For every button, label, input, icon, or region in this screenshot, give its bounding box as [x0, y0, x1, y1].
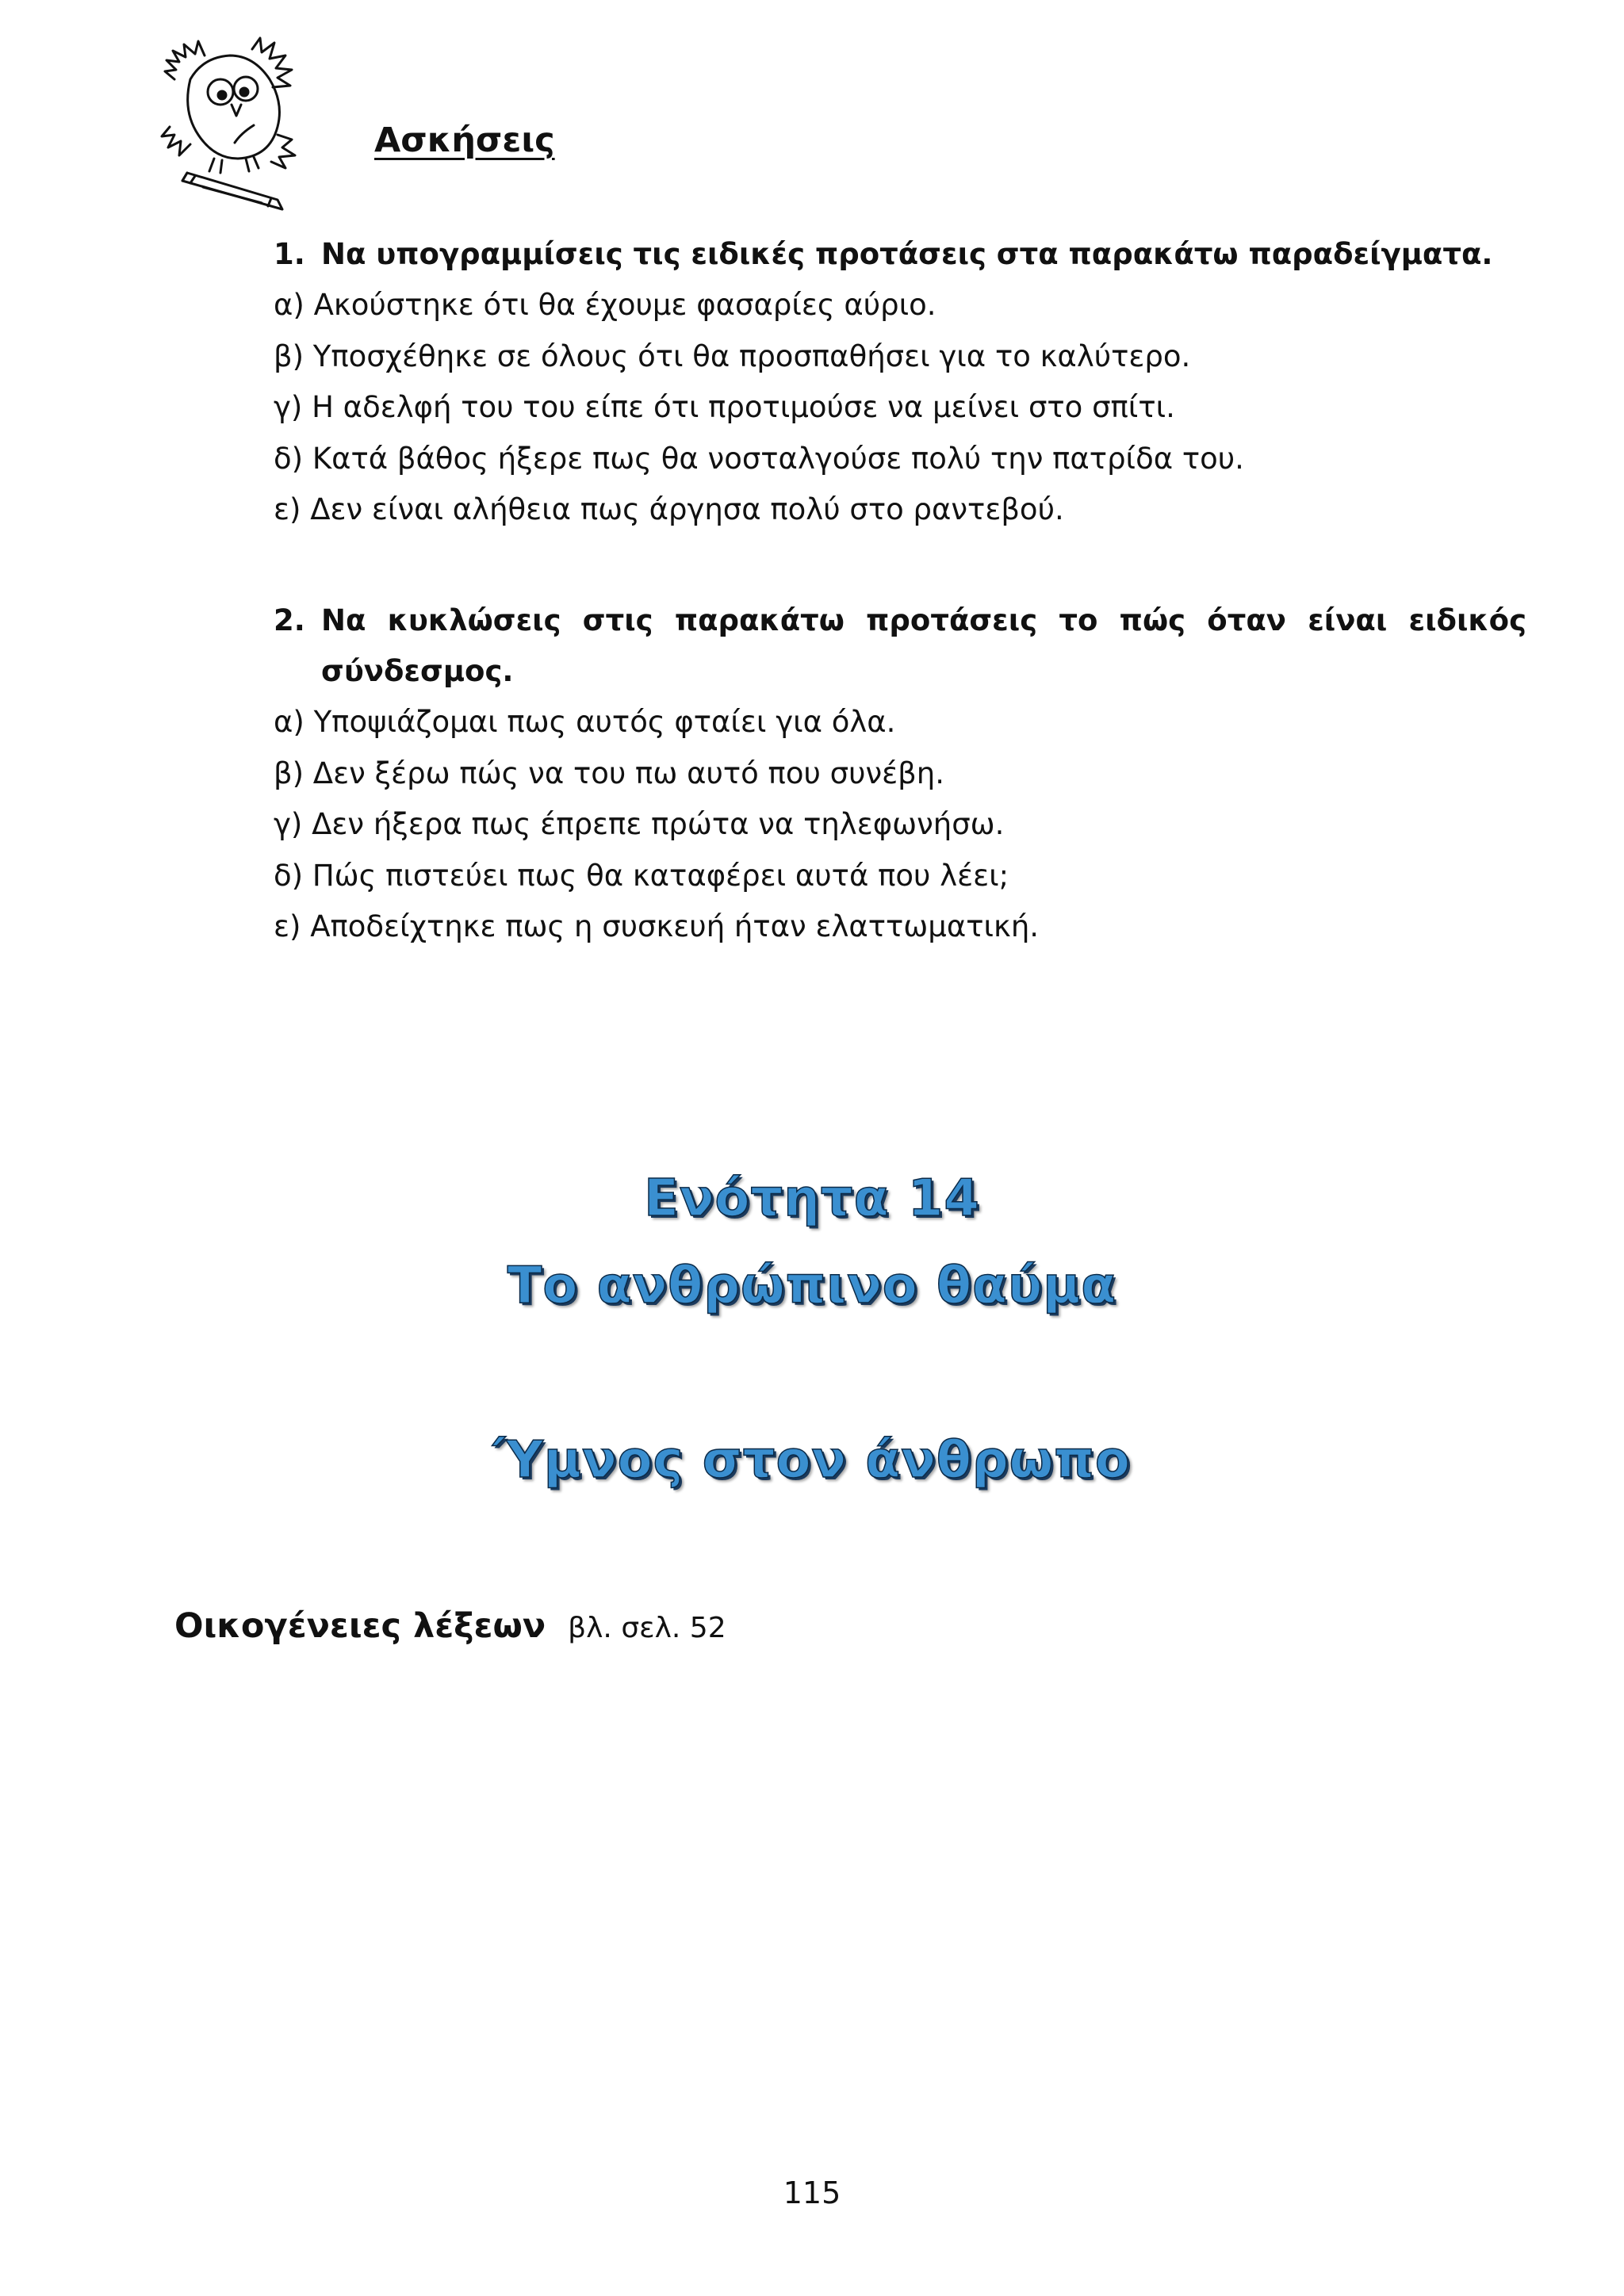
- exercise-2-instruction-line1: Να κυκλώσεις στις παρακάτω προτάσεις το πώς όταν είναι ειδικός: [321, 603, 1526, 637]
- exercise-2: [274, 595, 1526, 953]
- exercise-2-item-d: δ) Πώς πιστεύει πως θα καταφέρει αυτά που λέει;: [274, 858, 1009, 893]
- exercise-1: [274, 229, 1526, 536]
- exercise-1-instruction-text: Να υπογραμμίσεις τις ειδικές προτάσεις στα παρακάτω παραδείγματα.: [321, 237, 1493, 271]
- unit-name-title: Το ανθρώπινο θαύμα: [507, 1257, 1117, 1315]
- exercise-2-item-c: γ) Δεν ήξερα πως έπρεπε πρώτα να τηλεφωνήσω.: [274, 807, 1005, 841]
- owl-pencil-illustration: [159, 32, 309, 214]
- exercise-1-item-b: β) Υποσχέθηκε σε όλους ότι θα προσπαθήσει για το καλύτερο.: [274, 339, 1191, 373]
- unit-number-title: Ενότητα 14: [644, 1169, 980, 1228]
- word-families-label: Οικογένειες λέξεων: [174, 1606, 546, 1646]
- exercise-2-instruction-line2: σύνδεσμος.: [321, 654, 514, 688]
- exercise-2-item-b: β) Δεν ξέρω πώς να του πω αυτό που συνέβη.: [274, 756, 944, 790]
- exercise-1-item-e: ε) Δεν είναι αλήθεια πως άργησα πολύ στο ραντεβού.: [274, 492, 1064, 526]
- exercise-1-item-d: δ) Κατά βάθος ήξερε πως θα νοσταλγούσε πολύ την πατρίδα του.: [274, 441, 1244, 476]
- word-families-page-ref: βλ. σελ. 52: [568, 1612, 726, 1644]
- exercise-2-item-e: ε) Αποδείχτηκε πως η συσκευή ήταν ελαττωματική.: [274, 909, 1040, 943]
- page-number: 115: [783, 2175, 841, 2210]
- exercise-2-instruction: [274, 595, 1526, 646]
- exercise-1-number: 1.: [274, 237, 305, 271]
- exercises-heading: Ασκήσεις: [374, 121, 555, 160]
- exercise-2-instruction-continued: [274, 646, 1526, 697]
- exercise-2-item-a: α) Υποψιάζομαι πως αυτός φταίει για όλα.: [274, 705, 896, 739]
- word-families-line: [174, 1606, 726, 1646]
- exercise-2-number: 2.: [274, 603, 305, 637]
- exercise-1-item-a: α) Ακούστηκε ότι θα έχουμε φασαρίες αύριο.: [274, 288, 936, 322]
- exercise-1-item-c: γ) Η αδελφή του του είπε ότι προτιμούσε να μείνει στο σπίτι.: [274, 390, 1175, 424]
- exercise-1-instruction: [274, 229, 1526, 280]
- unit-subtitle: Ύμνος στον άνθρωπο: [493, 1431, 1131, 1490]
